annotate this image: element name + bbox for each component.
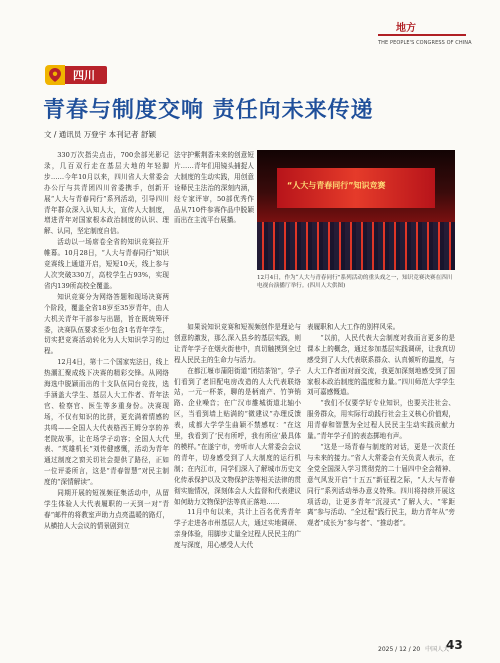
section-english-label: THE PEOPLE'S CONGRESS OF CHINA: [378, 40, 472, 46]
paragraph: 如果说知识竞赛和短视频创作是理论与创意的激发，那么深入县乡的基层实践，则让青年学子在烟火街巷中，真切触摸到全过程人民民主的生命力与活力。: [174, 323, 301, 364]
section-header-rule: [378, 24, 466, 36]
article-column-2-bottom: [174, 322, 301, 551]
paragraph: 活动以一场席卷全省的知识竞赛拉开帷幕。10月28日，“人大与青春同行”知识竞赛线上通道开启，短短10天，线上参与人次突破330万，高校学生占93%，实现省内139所高校全覆盖。: [44, 238, 169, 290]
article-column-2-top: [174, 150, 254, 226]
paragraph: 法守护紫荆香未来的创意短片……青年们用镜头捕捉人大制度的生动实践，用创意诠释民主法治的深刻内涵，经专家评审，50部优秀作品从710件参赛作品中脱颖而出在主流平台展播。: [174, 151, 254, 225]
region-name: 四川: [73, 69, 95, 82]
paragraph: “这是一场青春与制度的对话，更是一次责任与未来的接力。”省人大常委会有关负责人表示，在全党全国深入学习贯彻党的二十届四中全会精神、意气风发开启“十五五”新征程之际，“人大与青春同行”系列活动举办意义特殊。四川将持续开展这项活动，让更多青年“沉浸式”了解人大、“零距离”参与活动、“全过程”践行民主，助力青年从“旁观者”成长为“参与者”、“推动者”。: [307, 442, 455, 528]
paragraph: 330万次指尖点击，700余部光影记录，几百双行走在基层大地的年轻脚步……今年10月以来，四川省人大常委会办公厅与共青团四川省委携手，创新开展“人大与青春同行”系列活动，引导四川青年群众深入认知人大，宣传人大制度，增进青年对国家根本政治制度的认识、理解、认同，坚定制度自信。: [44, 151, 169, 236]
paragraph: 表履职和人大工作的别样风采。: [307, 323, 400, 331]
article-title: 青春与制度交响 责任向未来传递: [43, 98, 374, 123]
issue-date: [378, 644, 449, 653]
publication-name: 中国人大: [425, 646, 450, 653]
paragraph: “我们不仅要学好专业知识，也要关注社会、服务群众，用实际行动践行社会主义核心价值观，用青春和智慧为全过程人民民主生动实践贡献力量。”青年学子们的表态掷地有声。: [307, 399, 455, 441]
photo-caption: 12月4日，作为“人大与青春同行”系列活动的重头戏之一，知识竞赛决赛在四川电视台演播厅举行。(四川人大供图): [257, 275, 453, 290]
audience-area: [257, 222, 455, 270]
paragraph: 11月中旬以来，共计上百名优秀青年学子走进各市州基层人大，通过实地调研、亲身体验，用脚步丈量全过程人民民主的广度与深度，用心感受人大代: [174, 508, 301, 550]
paragraph: 同期开展的短视频征集活动中，从留学生体验人大代表履职的一天到一对“青春”邮件的将教室声助力点亮温暖的路灯，从横拍人大会议的情景剧到立: [44, 489, 169, 530]
section-label: 地方: [396, 23, 416, 34]
event-photo: [257, 150, 455, 270]
stage-banner-text: “人大与青春同行”知识竞赛: [287, 181, 386, 190]
region-badge: [47, 66, 107, 84]
paragraph: “以前，人民代表大会制度对我而言更多的是课本上的概念，通过参加基层实践调研，让我真切感受到了人大代表联系群众、认真倾听的温度，与人大工作者面对面交流，我更加深刻地感受到了国家根本政治制度的温度和力量。”四川师范大学学生刘可嘉感慨道。: [307, 333, 455, 397]
paragraph: 知识竞赛分为网络答题和现场决赛两个阶段，覆盖全省18岁至35岁青年，由人大机关青年干部参与出题，旨在既统筹评委，决赛队伍要求至少包含1名青年学生，切实把竞赛活动转化为人大知识学习的过程。: [44, 292, 169, 356]
paragraph: 12月4日，第十二个国家宪法日，线上热潮汇聚成线下决赛的精彩交锋。从网络海选中脱颖而出的十支队伍同台竞技，选手涵盖大学生、基层人大工作者、青年法官、检察官、医生等多重身份。决赛现场，不仅有知识的比拼，更充满着情感的共鸣——全国人大代表格西王姆分享的养老院故事，让在场学子动容；全国人大代表、“英雄机长”刘传健感慨，活动为青年通过制度之窗关切社会提供了路径，正如一位评委所言，这是“青春智慧”对民主制度的“深情解读”。: [44, 358, 169, 487]
issue-date-value: 2025 / 12 / 20: [378, 646, 421, 653]
location-pin-icon: [45, 65, 65, 85]
article-column-3: [307, 322, 455, 529]
article-column-1: [44, 150, 169, 532]
paragraph: 在都江堰市蒲阳街道“团结茶馆”，学子们看到了老旧配电房改造的人大代表联络站，一元一杯茶，聊的是柄南产、竹笋销路、企业噪音；在广汉市雒城街道北轴小区，当看到墙上贴满的“微建议”办理反馈表，成都大学学生曲颖不禁感叹：“在这里，我看到了‘民有所呼，我有所应’最具体的模样。”在遂宁市，旁听市人大常委会会议的青年，切身感受到了人大制度的运行机制；在内江市，同学们深入了解城市历史文化传承保护以及文物保护法等相关法律的贯彻实施情况，深刻体会人大监督和代表建议如何助力文物保护法等真正落地……: [174, 366, 301, 506]
article-byline: 文 / 通讯员 万登宇 本刊记者 舒颖: [44, 130, 156, 139]
page-number: 43: [446, 638, 463, 652]
